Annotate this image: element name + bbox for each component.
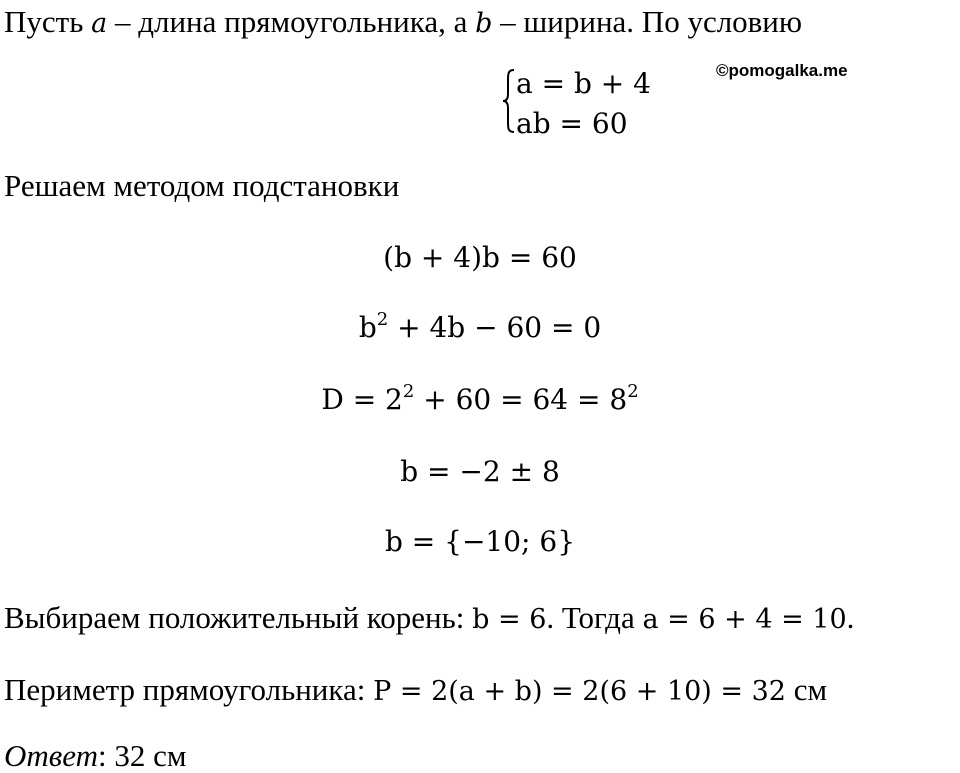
choose-text-mid: . Тогда (546, 600, 643, 635)
choose-root-line (4, 602, 854, 633)
answer-line (4, 740, 186, 771)
equation-roots-set: b = {−10; 6} (384, 525, 576, 558)
eq3-exponent-1: 2 (402, 381, 415, 402)
choose-text-end: . (846, 600, 855, 635)
perimeter-line (4, 674, 827, 705)
eq3-start: D = 2 (321, 383, 403, 416)
eq2-rest: + 4b − 60 = 0 (388, 311, 602, 344)
equation-roots-formula: b = −2 ± 8 (400, 455, 560, 488)
variable-a: a (91, 8, 108, 39)
perimeter-unit: см (785, 672, 828, 707)
answer-value: : 32 см (97, 738, 187, 773)
method-line: Решаем методом подстановки (4, 168, 400, 203)
eq2-base: b (358, 311, 377, 344)
equation-substitution: (b + 4)b = 60 (383, 241, 577, 274)
intro-text-start: Пусть (4, 4, 92, 39)
perimeter-math: P = 2(a + b) = 2(6 + 10) = 32 (373, 676, 786, 707)
system-equation-2: ab = 60 (516, 107, 628, 140)
eq2-exponent: 2 (376, 309, 389, 330)
answer-label: Ответ (4, 738, 98, 773)
equation-discriminant (0, 381, 960, 416)
left-brace (502, 68, 516, 134)
system-equation-1: a = b + 4 (516, 67, 651, 100)
eq3-exponent-2: 2 (627, 381, 639, 402)
perimeter-text: Периметр прямоугольника: (4, 672, 374, 707)
eq3-middle: + 60 = 64 = 8 (414, 383, 628, 416)
watermark: ©pomogalka.me (716, 61, 848, 80)
intro-text-middle: – длина прямоугольника, а (107, 4, 476, 39)
choose-text: Выбираем положительный корень: (4, 600, 473, 635)
intro-line (4, 6, 802, 37)
equation-system (502, 68, 672, 142)
equation-quadratic (0, 309, 960, 344)
choose-math-b: b = 6 (472, 604, 547, 635)
choose-math-a: a = 6 + 4 = 10 (642, 604, 847, 635)
intro-text-end: – ширина. По условию (492, 4, 803, 39)
variable-b: b (475, 8, 493, 39)
